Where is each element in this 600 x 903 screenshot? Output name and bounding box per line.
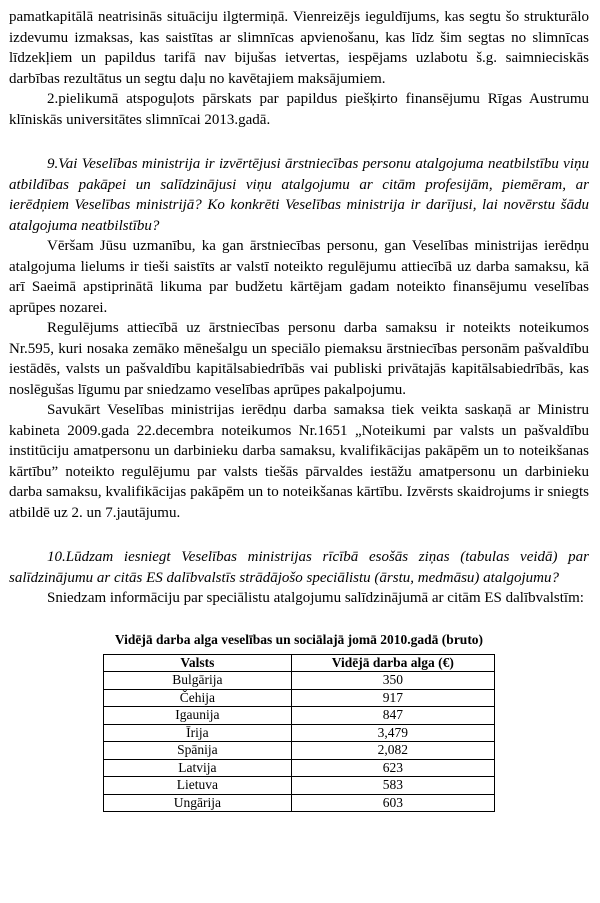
table-title: Vidējā darba alga veselības un sociālajā jomā 2010.gadā (bruto) <box>114 631 484 647</box>
paragraph-annex-reference: 2.pielikumā atspoguļots pārskats par papildus piešķirto finansējumu Rīgas Austrumu klīniskās universitātes slimnīcai 2013.gadā. <box>9 91 589 128</box>
salary-cell: 583 <box>291 777 494 795</box>
country-cell: Spānija <box>104 742 292 760</box>
table-row <box>104 689 495 707</box>
table-row <box>104 742 495 760</box>
country-cell: Bulgārija <box>104 672 292 690</box>
country-cell: Čehija <box>104 689 292 707</box>
question-9: 9.Vai Veselības ministrija ir izvērtējusi ārstniecības personu atalgojuma neatbilstību viņu atbildības pakāpei un salīdzinājusi viņu atalgojumu ar citām profesijām, piemēram, ar ierēdņiem Veselības ministrijā? Ko konkrēti Veselības ministrija ir darījusi, lai novērstu šādu atalgojuma neatbilstību? <box>9 156 589 234</box>
column-header-salary: Vidējā darba alga (€) <box>291 654 494 672</box>
salary-cell: 350 <box>291 672 494 690</box>
table-row <box>104 707 495 725</box>
paragraph-answer-9b: Regulējums attiecībā uz ārstniecības personu darba samaksu ir noteikts noteikumos Nr.595, kuri nosaka zemāko mēnešalgu un speciālo piemaksu ārstniecības personām pašvaldību iestādēs, valsts un pašvaldību kapitālsabiedrībās vai publiski privātajās kapitālsabiedrībās, kas noslēgušas līgumu par sniedzamo veselības aprūpes pakalpojumu. <box>9 320 589 398</box>
table-row <box>104 672 495 690</box>
column-header-country: Valsts <box>104 654 292 672</box>
salary-cell: 917 <box>291 689 494 707</box>
table-header-row <box>104 654 495 672</box>
salary-cell: 2,082 <box>291 742 494 760</box>
table-row <box>104 724 495 742</box>
paragraph-answer-9a: Vēršam Jūsu uzmanību, ka gan ārstniecības personu, gan Veselības ministrijas ierēdņu atalgojuma lielums ir tieši saistīts ar valstī noteikto regulējumu attiecībā uz darba samaksu, kā arī Saeimā apstiprinātā likuma par budžetu kārtējam gadam noteikto finansējumu veselības aprūpes nozarei. <box>9 238 589 316</box>
table-row <box>104 759 495 777</box>
country-cell: Lietuva <box>104 777 292 795</box>
paragraph-answer-10: Sniedzam informāciju par speciālistu atalgojumu salīdzinājumā ar citām ES dalībvalstīm: <box>47 590 584 606</box>
country-cell: Latvija <box>104 759 292 777</box>
question-10: 10.Lūdzam iesniegt Veselības ministrijas rīcībā esošās ziņas (tabulas veidā) par salīdzinājumu ar citās ES dalībvalstīs strādājošo speciālistu (ārstu, medmāsu) atalgojumu? <box>9 549 589 586</box>
paragraph-answer-9c: Savukārt Veselības ministrijas ierēdņu darba samaksa tiek veikta saskaņā ar Ministru kabineta 2009.gada 22.decembra noteikumos Nr.1651 „Noteikumi par valsts un pašvaldību institūciju amatpersonu un darbinieku darba samaksu, kvalifikācijas pakāpēm un to noteikšanas kārtību” noteikto regulējumu par valsts tiešās pārvaldes iestāžu amatpersonu un darbinieku darba samaksu, kvalifikācijas pakāpēm un to noteikšanas kārtību. Izvērsts skaidrojums ir sniegts atbildē uz 2. un 7.jautājumu. <box>9 402 589 521</box>
salary-cell: 603 <box>291 794 494 812</box>
salary-cell: 3,479 <box>291 724 494 742</box>
table-row <box>104 794 495 812</box>
salary-table <box>103 654 495 813</box>
salary-cell: 623 <box>291 759 494 777</box>
paragraph-continuation: pamatkapitālā neatrisinās situāciju ilgtermiņā. Vienreizējs ieguldījums, kas segtu šo strukturālo izdevumu izmaksas, kas saistītas ar slimnīcas apvienošanu, kas līdz šim segtas no slimnīcas līdzekļiem un papildus tarifā nav bijušas ietvertas, iespējams uzlabotu š.g. saimnieciskās darbības rezultātus un segtu daļu no kavētajiem maksājumiem. <box>9 9 589 87</box>
country-cell: Igaunija <box>104 707 292 725</box>
table-row <box>104 777 495 795</box>
country-cell: Ungārija <box>104 794 292 812</box>
country-cell: Īrija <box>104 724 292 742</box>
salary-cell: 847 <box>291 707 494 725</box>
